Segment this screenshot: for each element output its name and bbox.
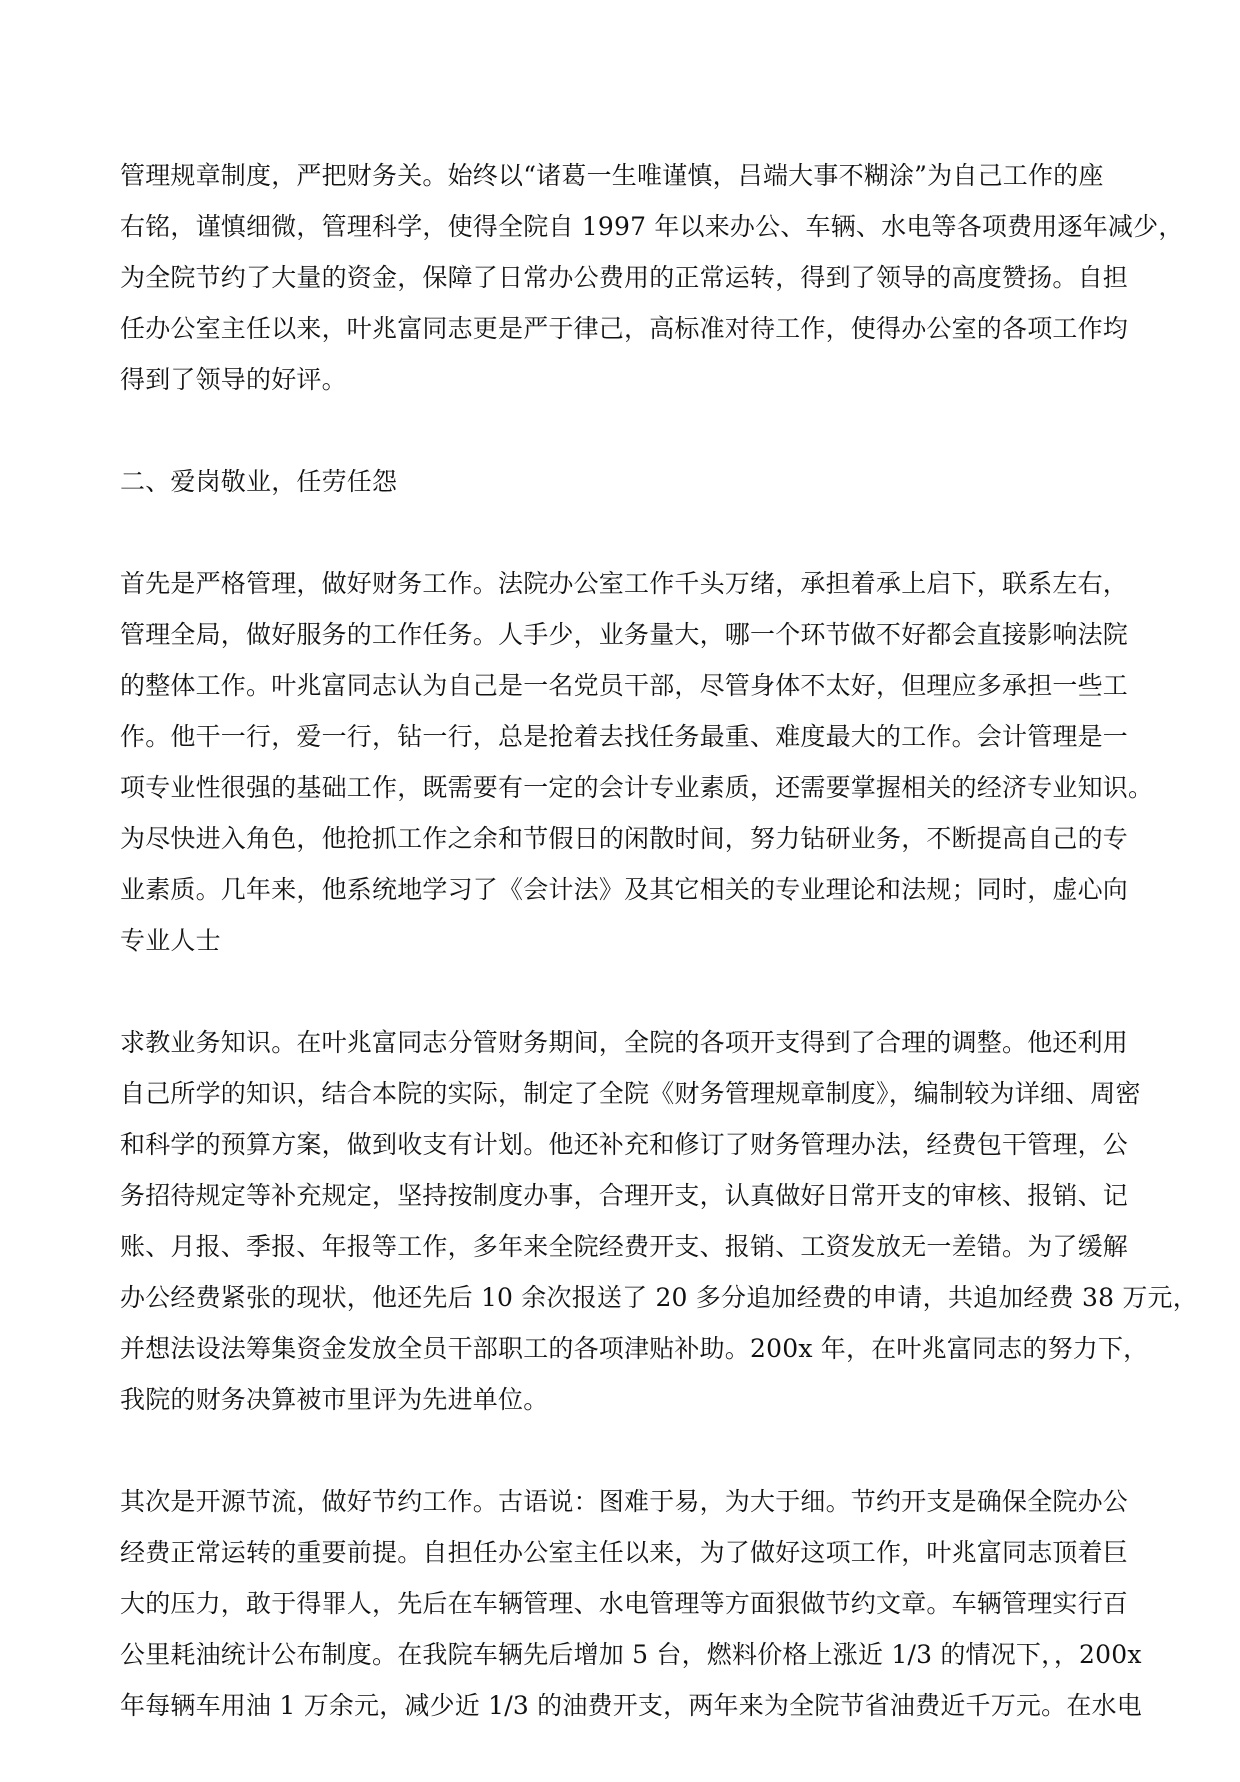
text-line: 得到了领导的好评。 — [120, 365, 347, 394]
text-line: 为尽快进入角色，他抢抓工作之余和节假日的闲散时间，努力钻研业务，不断提高自己的专 — [120, 824, 1129, 853]
paragraph-financial-rules — [120, 150, 1184, 405]
text-line: 右铭，谨慎细微，管理科学，使得全院自 1997 年以来办公、车辆、水电等各项费用逐年减少， — [120, 212, 1184, 241]
section-heading-text: 二、爱岗敬业，任劳任怨 — [120, 467, 398, 496]
paragraph-strict-management — [120, 558, 1154, 966]
text-line: 自己所学的知识，结合本院的实际，制定了全院《财务管理规章制度》，编制较为详细、周密 — [120, 1079, 1141, 1108]
text-line: 的整体工作。叶兆富同志认为自己是一名党员干部，尽管身体不太好，但理应多承担一些工 — [120, 671, 1129, 700]
text-line: 管理规章制度，严把财务关。始终以“诸葛一生唯谨慎，吕端大事不糊涂”为自己工作的座 — [120, 161, 1104, 190]
text-line: 项专业性很强的基础工作，既需要有一定的会计专业素质，还需要掌握相关的经济专业知识。 — [120, 773, 1154, 802]
text-line: 其次是开源节流，做好节约工作。古语说：图难于易，为大于细。节约开支是确保全院办公 — [120, 1487, 1129, 1516]
text-line: 公里耗油统计公布制度。在我院车辆先后增加 5 台，燃料价格上涨近 1/3 的情况下，，200x — [120, 1640, 1142, 1669]
text-line: 办公经费紧张的现状，他还先后 10 余次报送了 20 多分追加经费的申请，共追加经费 38 万元， — [120, 1283, 1198, 1312]
text-line: 大的压力，敢于得罪人，先后在车辆管理、水电管理等方面狠做节约文章。车辆管理实行百 — [120, 1589, 1129, 1618]
text-line: 并想法设法筹集资金发放全员干部职工的各项津贴补助。200x 年，在叶兆富同志的努力下， — [120, 1334, 1149, 1363]
text-line: 账、月报、季报、年报等工作，多年来全院经费开支、报销、工资发放无一差错。为了缓解 — [120, 1232, 1129, 1261]
document-body — [120, 150, 1198, 1782]
text-line: 首先是严格管理，做好财务工作。法院办公室工作千头万绪，承担着承上启下，联系左右， — [120, 569, 1129, 598]
text-line: 为全院节约了大量的资金，保障了日常办公费用的正常运转，得到了领导的高度赞扬。自担 — [120, 263, 1129, 292]
text-line: 求教业务知识。在叶兆富同志分管财务期间，全院的各项开支得到了合理的调整。他还利用 — [120, 1028, 1129, 1057]
text-line: 任办公室主任以来，叶兆富同志更是严于律己，高标准对待工作，使得办公室的各项工作均 — [120, 314, 1129, 343]
text-line: 专业人士 — [120, 926, 221, 955]
text-line: 管理全局，做好服务的工作任务。人手少，业务量大，哪一个环节做不好都会直接影响法院 — [120, 620, 1129, 649]
paragraph-finance-budget — [120, 1017, 1198, 1425]
text-line: 和科学的预算方案，做到收支有计划。他还补充和修订了财务管理办法，经费包干管理，公 — [120, 1130, 1129, 1159]
text-line: 作。他干一行，爱一行，钻一行，总是抢着去找任务最重、难度最大的工作。会计管理是一 — [120, 722, 1129, 751]
text-line: 我院的财务决算被市里评为先进单位。 — [120, 1385, 549, 1414]
text-line: 经费正常运转的重要前提。自担任办公室主任以来，为了做好这项工作，叶兆富同志顶着巨 — [120, 1538, 1129, 1567]
text-line: 务招待规定等补充规定，坚持按制度办事，合理开支，认真做好日常开支的审核、报销、记 — [120, 1181, 1129, 1210]
paragraph-cost-saving — [120, 1476, 1142, 1731]
text-line: 年每辆车用油 1 万余元，减少近 1/3 的油费开支，两年来为全院节省油费近千万元。在水电 — [120, 1691, 1142, 1720]
text-line: 业素质。几年来，他系统地学习了《会计法》及其它相关的专业理论和法规；同时，虚心向 — [120, 875, 1129, 904]
section-heading — [120, 456, 1120, 507]
